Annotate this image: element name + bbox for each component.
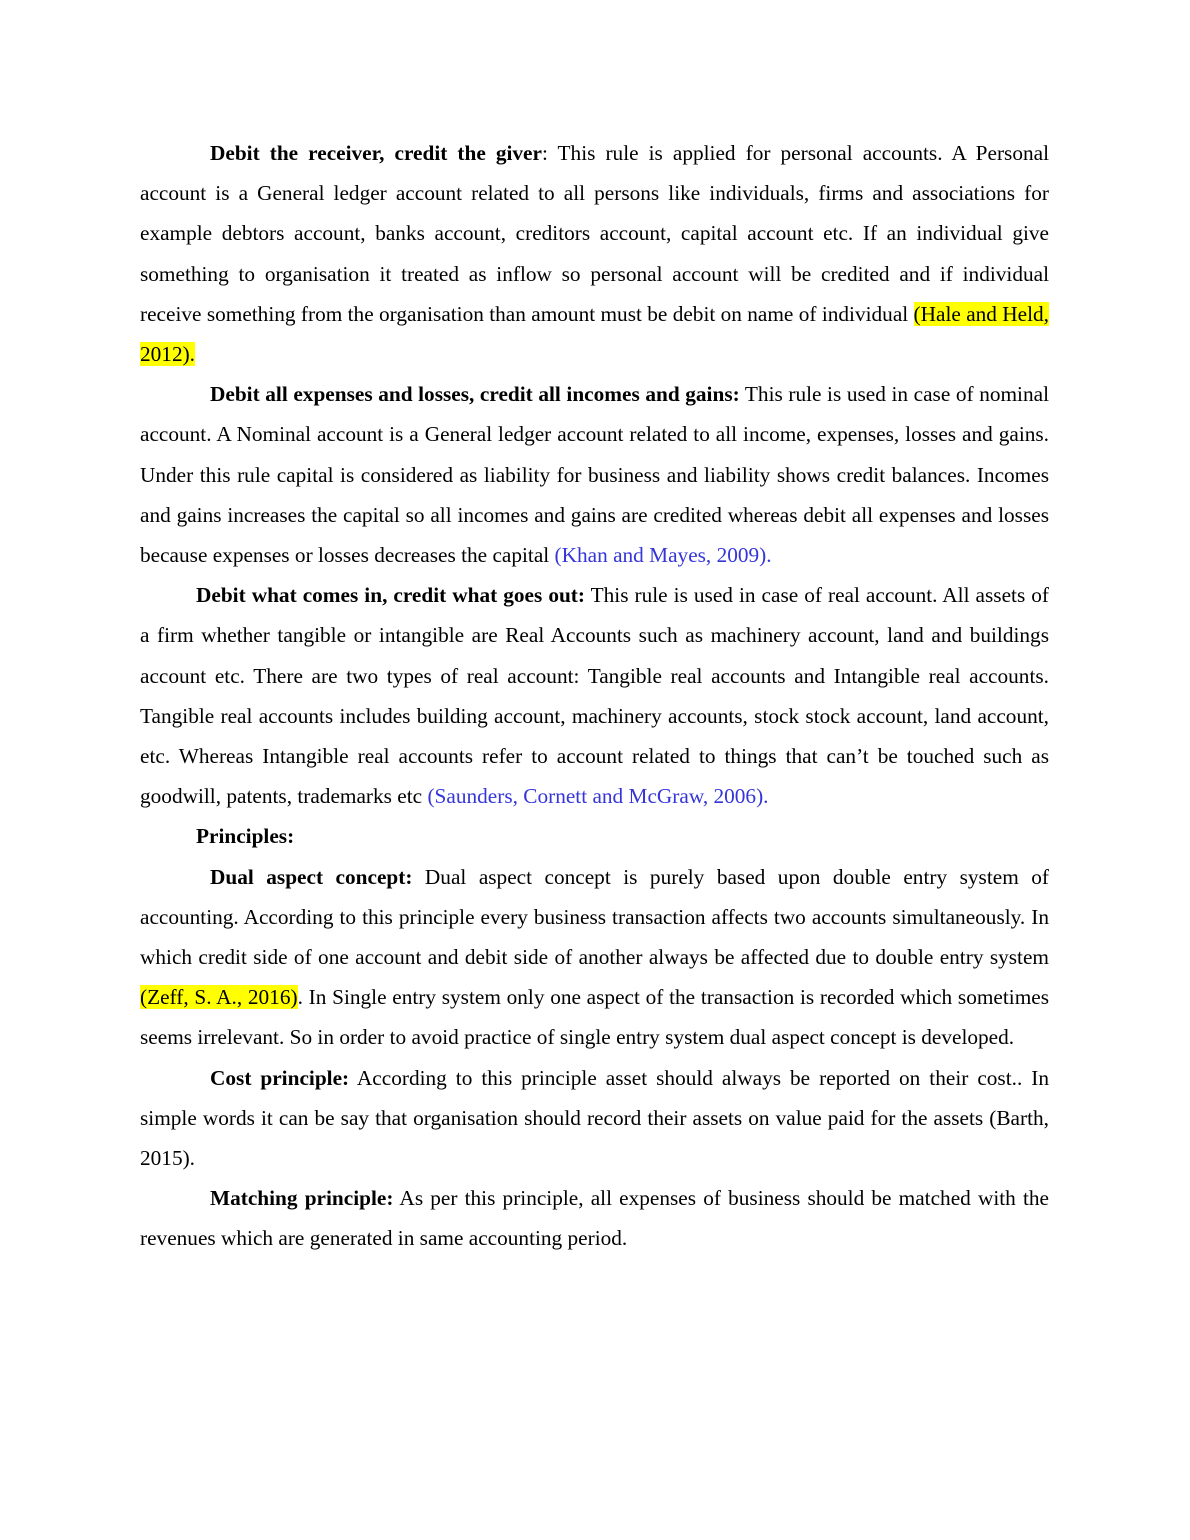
paragraph-body: According to this principle asset should always be reported on their cost.. In simple words it can be say that organisation should record their assets on value paid for the assets (Barth, 2015). (140, 1065, 1049, 1171)
paragraph-body: Dual aspect concept is purely based upon double entry system of accounting. According to this principle every business transaction affects two accounts simultaneously. In which credit side of one account and debit side of another always be affected due to double entry system (140, 864, 1049, 970)
paragraph-heading: Matching principle: (210, 1186, 394, 1211)
paragraph-nominal-account-rule (140, 374, 1049, 575)
paragraph-heading: Debit what comes in, credit what goes out: (196, 583, 585, 608)
paragraph-real-account-rule (140, 575, 1049, 816)
paragraph-heading: Cost principle: (210, 1065, 350, 1090)
citation: (Khan and Mayes, 2009). (554, 543, 772, 568)
paragraph-body: : This rule is applied for personal accounts. A Personal account is a General ledger account related to all persons like individuals, firms and associations for example debtors account, banks account, creditors account, capital account etc. If an individual give something to organisation it treated as inflow so personal account will be credited and if individual receive something from the organisation than amount must be debit on name of individual (140, 141, 1050, 326)
paragraph-heading: Dual aspect concept: (210, 864, 413, 889)
paragraph-body: This rule is used in case of real account. All assets of a firm whether tangible or intangible are Real Accounts such as machinery account, land and buildings account etc. There are two types of real account: Tangible real accounts and Intangible real accounts. Tangible real accounts includes building account, machinery accounts, stock stock account, land account, etc. Whereas Intangible real accounts refer to account related to things that can’t be touched such as goodwill, patents, trademarks etc (140, 583, 1049, 809)
paragraph-cost-principle (140, 1058, 1049, 1179)
paragraph-dual-aspect-concept (140, 857, 1049, 1058)
paragraph-body-continued: . In Single entry system only one aspect of the transaction is recorded which sometimes seems irrelevant. So in order to avoid practice of single entry system dual aspect concept is developed. (140, 985, 1050, 1050)
paragraph-body: This rule is used in case of nominal account. A Nominal account is a General ledger account related to all income, expenses, losses and gains. Under this rule capital is considered as liability for business and liability shows credit balances. Incomes and gains increases the capital so all incomes and gains are credited whereas debit all expenses and losses because expenses or losses decreases the capital (140, 382, 1049, 568)
paragraph-body: As per this principle, all expenses of business should be matched with the revenues which are generated in same accounting period. (140, 1186, 1049, 1251)
highlighted-citation: (Zeff, S. A., 2016) (140, 985, 298, 1010)
section-heading: Principles: (196, 824, 295, 849)
paragraph-matching-principle (140, 1178, 1049, 1258)
citation: (Saunders, Cornett and McGraw, 2006). (427, 784, 769, 809)
paragraph-personal-account-rule (140, 133, 1049, 374)
paragraph-heading: Debit all expenses and losses, credit all incomes and gains: (210, 382, 740, 407)
highlighted-citation: (Hale and Held, 2012). (140, 301, 1050, 367)
paragraph-heading: Debit the receiver, credit the giver (210, 141, 542, 165)
section-heading-principles (140, 816, 1049, 856)
document-page (140, 133, 1049, 1259)
